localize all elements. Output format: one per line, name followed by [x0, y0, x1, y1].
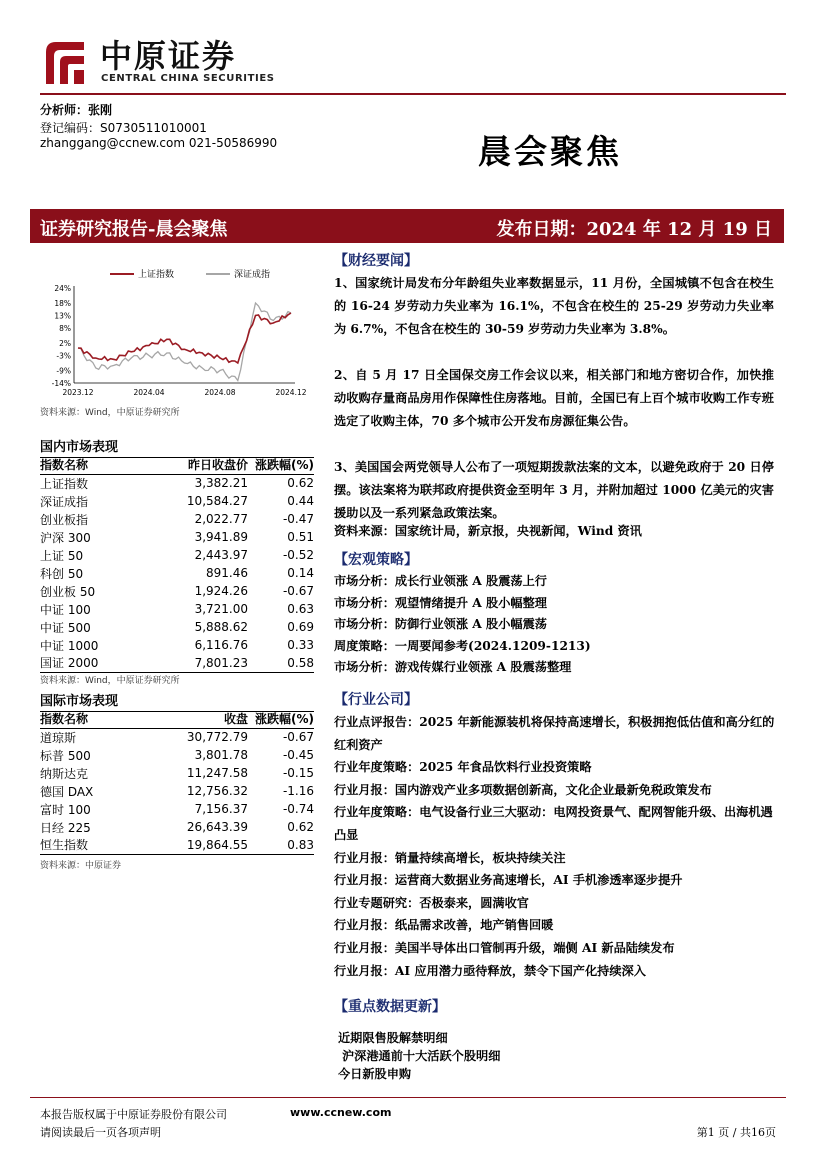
- page-title: 晨会聚焦: [478, 132, 622, 171]
- key-data-title: 【重点数据更新】: [334, 999, 446, 1015]
- report-link-item[interactable]: 市场分析：观望情绪提升 A 股小幅整理: [334, 595, 547, 610]
- close-price-cell: 26,643.39: [186, 820, 248, 834]
- footer-disclaimer-note: 请阅读最后一页各项声明: [40, 1126, 161, 1139]
- y-tick-label: 24%: [54, 284, 71, 293]
- report-link-item[interactable]: 行业月报：AI 应用潜力亟待释放，禁令下国产化持续深入: [334, 963, 646, 978]
- report-link-item[interactable]: 行业月报：纸品需求改善，地产销售回暖: [334, 918, 554, 933]
- x-tick-label: 2023.12: [62, 388, 94, 397]
- index-name-cell: 德国 DAX: [40, 784, 94, 799]
- logo-chinese-name: 中原证券: [100, 37, 237, 75]
- change-pct-cell: 0.63: [287, 602, 314, 616]
- change-pct-cell: 0.14: [287, 566, 314, 580]
- y-tick-label: 8%: [59, 324, 71, 333]
- analyst-name: 分析师：张刚: [40, 103, 113, 117]
- logo-english-name: CENTRAL CHINA SECURITIES: [101, 73, 275, 84]
- y-tick-label: -3%: [56, 351, 71, 361]
- close-price-cell: 2,443.97: [194, 548, 248, 562]
- company-logo-icon: [40, 38, 90, 88]
- table-row: [40, 818, 314, 836]
- key-data-link-ipo[interactable]: 今日新股申购: [338, 1067, 412, 1081]
- index-name-cell: 国证 2000: [40, 654, 138, 672]
- change-pct-cell: -0.67: [282, 730, 314, 745]
- index-name-cell: 富时 100: [40, 802, 91, 817]
- report-banner: [30, 209, 784, 243]
- close-price-cell: 10,584.27: [186, 494, 248, 508]
- change-pct-cell: -0.52: [282, 548, 314, 562]
- index-name-cell: 纳斯达克: [40, 766, 89, 781]
- col-header-change: 涨跌幅(%): [248, 456, 314, 474]
- news-item-3: 3、美国国会两党领导人公布了一项短期拨款法案的文本，以避免政府于 20 日停摆。该法案将为联邦政府提供资金至明年 3 月，并附加超过 1000 亿美元的灾害援助以及一系列紧急政策法案。: [334, 460, 774, 520]
- col-header-close: 收盘: [138, 710, 248, 728]
- table-row: [40, 782, 314, 800]
- change-pct-cell: 0.51: [287, 530, 314, 544]
- international-market-title: 国际市场表现: [40, 690, 314, 712]
- table-row: [40, 654, 314, 672]
- col-header-close: 昨日收盘价: [138, 456, 248, 474]
- close-price-cell: 3,721.00: [194, 602, 248, 616]
- index-name-cell: 科创 50: [40, 566, 84, 581]
- index-name-cell: 沪深 300: [40, 530, 91, 545]
- report-link-item[interactable]: 行业月报：国内游戏产业多项数据创新高，文化企业最新免税政策发布: [334, 782, 712, 797]
- table-row: [40, 528, 314, 546]
- report-link-item[interactable]: 行业月报：运营商大数据业务高速增长，AI 手机渗透率逐步提升: [334, 873, 683, 888]
- index-performance-chart: [40, 264, 315, 412]
- col-header-index: 指数名称: [40, 710, 138, 728]
- table-row: [40, 800, 314, 818]
- close-price-cell: 7,801.23: [138, 654, 248, 672]
- close-price-cell: 891.46: [206, 566, 248, 580]
- x-tick-label: 2024.04: [133, 388, 165, 397]
- domestic-market-title: 国内市场表现: [40, 436, 314, 458]
- registration-code: 登记编码：S0730511010001: [40, 121, 207, 135]
- index-name-cell: 创业板 50: [40, 584, 96, 599]
- change-pct-cell: 0.83: [248, 836, 314, 854]
- table-row: [40, 764, 314, 782]
- table-row: [40, 618, 314, 636]
- footer-copyright: 本报告版权属于中原证券股份有限公司: [40, 1108, 227, 1121]
- close-price-cell: 7,156.37: [194, 802, 248, 816]
- table-row: [40, 474, 314, 492]
- change-pct-cell: 0.33: [287, 638, 314, 652]
- industry-company-title: 【行业公司】: [334, 692, 418, 708]
- y-tick-label: -9%: [56, 366, 71, 376]
- close-price-cell: 30,772.79: [186, 730, 248, 745]
- change-pct-cell: 0.62: [287, 820, 314, 834]
- table-row: [40, 582, 314, 600]
- index-name-cell: 标普 500: [40, 748, 91, 763]
- close-price-cell: 5,888.62: [194, 620, 248, 634]
- y-tick-label: -14%: [51, 379, 71, 388]
- table-row: [40, 836, 314, 854]
- table-row: [40, 564, 314, 582]
- index-name-cell: 道琼斯: [40, 730, 77, 745]
- table-row: [40, 546, 314, 564]
- index-name-cell: 中证 500: [40, 620, 91, 635]
- chart-canvas: [40, 264, 315, 412]
- table-row: [40, 600, 314, 618]
- table-row: [40, 728, 314, 746]
- close-price-cell: 11,247.58: [186, 766, 248, 780]
- report-link-item[interactable]: 行业点评报告：2025 年新能源装机将保持高速增长，积极拥抱低估值和高分红的红利资产: [334, 715, 775, 752]
- change-pct-cell: 0.69: [287, 620, 314, 634]
- close-price-cell: 1,924.26: [194, 584, 248, 598]
- analyst-contact: zhanggang@ccnew.com 021-50586990: [40, 136, 278, 150]
- index-name-cell: 日经 225: [40, 820, 91, 835]
- report-link-item[interactable]: 周度策略：一周要闻参考(2024.1209-1213): [334, 638, 591, 653]
- report-type: 证券研究报告-晨会聚焦: [40, 219, 228, 240]
- header-divider: [40, 93, 786, 95]
- footer-divider: [30, 1097, 786, 1098]
- change-pct-cell: 0.62: [287, 476, 314, 491]
- report-link-item[interactable]: 市场分析：防御行业领涨 A 股小幅震荡: [334, 617, 547, 631]
- international-source: 资料来源：中原证券: [40, 861, 122, 871]
- close-price-cell: 3,941.89: [194, 530, 248, 544]
- change-pct-cell: 0.44: [287, 494, 314, 508]
- report-link-item[interactable]: 行业专题研究：否极泰来，圆满收官: [334, 895, 529, 910]
- report-link-item[interactable]: 行业年度策略：电气设备行业三大驱动：电网投资景气、配网智能升级、出海机遇凸显: [334, 805, 773, 842]
- col-header-change: 涨跌幅(%): [248, 710, 314, 728]
- close-price-cell: 2,022.77: [194, 512, 248, 526]
- footer-url[interactable]: www.ccnew.com: [290, 1106, 392, 1119]
- index-name-cell: 创业板指: [40, 512, 89, 527]
- index-name-cell: 中证 1000: [40, 638, 99, 653]
- change-pct-cell: -0.74: [282, 802, 314, 816]
- table-row: [40, 636, 314, 654]
- index-name-cell: 恒生指数: [40, 836, 138, 854]
- report-link-item[interactable]: 行业年度策略：2025 年食品饮料行业投资策略: [334, 760, 592, 775]
- change-pct-cell: -0.45: [282, 748, 314, 762]
- close-price-cell: 6,116.76: [194, 638, 248, 652]
- close-price-cell: 12,756.32: [186, 784, 248, 798]
- index-name-cell: 上证 50: [40, 548, 84, 563]
- y-tick-label: 13%: [54, 311, 71, 321]
- change-pct-cell: -0.47: [282, 512, 314, 526]
- report-link-item[interactable]: 行业月报：美国半导体出口管制再升级，端侧 AI 新品陆续发布: [334, 941, 675, 955]
- legend-label: 深证成指: [234, 270, 271, 280]
- publish-date: 发布日期：2024 年 12 月 19 日: [496, 219, 772, 240]
- key-data-link-lockup[interactable]: 近期限售股解禁明细: [338, 1031, 448, 1045]
- page-number: 第1 页 / 共16页: [696, 1126, 776, 1139]
- change-pct-cell: -1.16: [282, 784, 314, 798]
- report-link-item[interactable]: 市场分析：游戏传媒行业领涨 A 股震荡整理: [334, 660, 572, 674]
- change-pct-cell: -0.15: [282, 766, 314, 780]
- report-link-item[interactable]: 行业月报：销量持续高增长，板块持续关注: [334, 850, 566, 865]
- y-tick-label: 2%: [59, 339, 71, 348]
- news-source: 资料来源：国家统计局，新京报，央视新闻，Wind 资讯: [334, 524, 642, 538]
- close-price-cell: 3,382.21: [194, 476, 248, 491]
- x-tick-label: 2024.12: [275, 388, 307, 397]
- report-link-item[interactable]: 市场分析：成长行业领涨 A 股震荡上行: [334, 574, 547, 588]
- finance-news-title: 【财经要闻】: [334, 253, 418, 269]
- domestic-source: 资料来源：Wind，中原证券研究所: [40, 676, 180, 686]
- x-tick-label: 2024.08: [204, 388, 236, 397]
- table-row: [40, 510, 314, 528]
- key-data-link-active-stocks[interactable]: 沪深港通前十大活跃个股明细: [342, 1049, 501, 1063]
- news-item-2: 2、自 5 月 17 日全国保交房工作会议以来，相关部门和地方密切合作，加快推动收购存量商品房用作保障性住房落地。目前，全国已有上百个城市收购工作专班选定了收购主体，70 多个城市公开发布房源征集公告。: [334, 368, 774, 428]
- macro-strategy-title: 【宏观策略】: [334, 552, 418, 568]
- index-name-cell: 中证 100: [40, 602, 91, 617]
- index-name-cell: 深证成指: [40, 494, 89, 509]
- table-row: [40, 746, 314, 764]
- international-market-table: [40, 710, 314, 855]
- news-item-1: 1、国家统计局发布分年龄组失业率数据显示，11 月份，全国城镇不包含在校生的 16-24 岁劳动力失业率为 16.1%，不包含在校生的 25-29 岁劳动力失业率为 6.7%，不包含在校生的 30-59 岁劳动力失业率为 3.8%。: [334, 276, 774, 336]
- change-pct-cell: 0.58: [248, 654, 314, 672]
- legend-label: 上证指数: [138, 270, 175, 280]
- domestic-market-table: [40, 456, 314, 673]
- index-name-cell: 上证指数: [40, 476, 89, 491]
- close-price-cell: 19,864.55: [138, 836, 248, 854]
- y-tick-label: 18%: [54, 299, 71, 308]
- close-price-cell: 3,801.78: [194, 748, 248, 762]
- chart-source: 资料来源：Wind，中原证券研究所: [40, 408, 180, 418]
- change-pct-cell: -0.67: [282, 584, 314, 598]
- col-header-index: 指数名称: [40, 456, 138, 474]
- table-row: [40, 492, 314, 510]
- series-line-shzs: [78, 313, 291, 363]
